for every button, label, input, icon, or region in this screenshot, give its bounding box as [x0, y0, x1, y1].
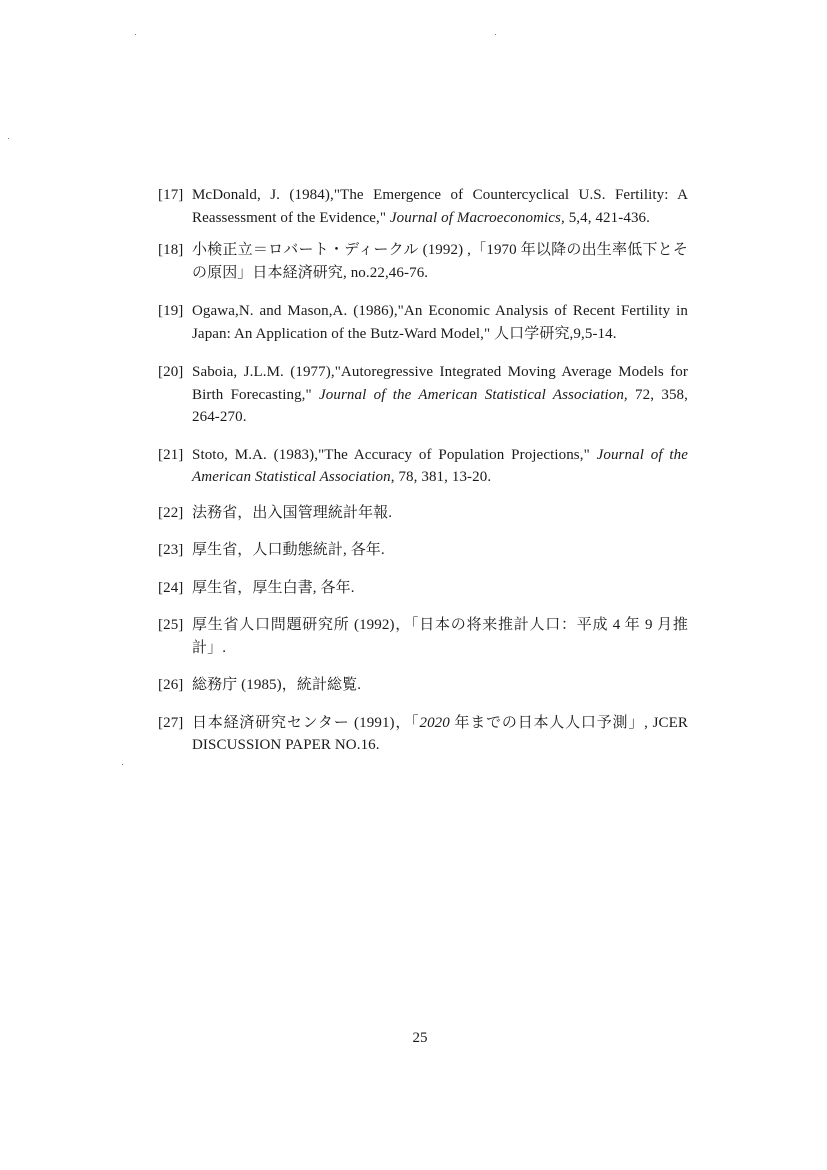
reference-segment: 年までの日本人人口予測」, JCER DISCUSSION PAPER NO.16. [192, 714, 688, 753]
reference-segment: 厚生省，人口動態統計, 各年. [192, 542, 385, 558]
reference-entry [158, 184, 688, 229]
reference-segment: McDonald, J. (1984),"The Emergence of Countercyclical U.S. Fertility: A Reassessment of the Evidence," [192, 187, 688, 226]
reference-segment: 法務省，出入国管理統計年報. [192, 504, 393, 521]
reference-number: [23] [158, 542, 184, 558]
reference-segment: 日本経済研究センター (1991)，「 [192, 714, 420, 731]
reference-text [192, 505, 392, 521]
reference-entry [158, 300, 688, 345]
journal-title: Journal of the American Statistical Association, [319, 386, 628, 403]
scan-speck [495, 34, 496, 35]
reference-segment: Ogawa,N. and Mason,A. (1986),"An Economic Analysis of Recent Fertility in Japan: An Application of the Butz-Ward Model," 人口学研究,9,5-14. [192, 303, 688, 342]
reference-number: [18] [158, 242, 184, 258]
reference-entry [158, 712, 688, 757]
reference-number: [19] [158, 303, 184, 319]
reference-entry [158, 674, 688, 697]
reference-segment: 72, 358, 264-270. [192, 386, 688, 425]
reference-entry [158, 539, 688, 562]
reference-text [192, 542, 385, 558]
reference-number: [25] [158, 617, 184, 633]
reference-text [192, 303, 688, 342]
reference-number: [24] [158, 579, 184, 596]
reference-number: [20] [158, 364, 184, 380]
page-number: 25 [412, 1030, 428, 1046]
reference-number: [22] [158, 504, 184, 521]
reference-entry [158, 502, 688, 525]
reference-text [192, 242, 688, 281]
journal-title: Journal of Macroeconomics, [389, 209, 565, 226]
reference-text [192, 447, 688, 486]
reference-entry [158, 577, 688, 600]
reference-text [192, 364, 688, 425]
reference-entry [158, 614, 688, 659]
reference-number: [17] [158, 187, 184, 203]
year-italic: 2020 [419, 714, 450, 731]
reference-segment: 厚生省人口問題研究所 (1992)，「日本の将来推計人口：平成 4 年 9 月推計」. [192, 617, 688, 656]
reference-segment: 5,4, 421-436. [564, 209, 651, 226]
reference-list [158, 184, 688, 757]
reference-entry [158, 361, 688, 429]
reference-segment: 厚生省，厚生白書, 各年. [192, 579, 355, 596]
reference-text [192, 715, 688, 754]
reference-segment: 78, 381, 13-20. [394, 469, 492, 485]
scan-speck [122, 764, 123, 765]
reference-entry [158, 444, 688, 489]
reference-text [192, 677, 361, 693]
reference-text [192, 580, 355, 596]
reference-number: [21] [158, 446, 184, 463]
reference-number: [26] [158, 677, 184, 693]
reference-segment: 総務庁 (1985)，統計総覧. [192, 677, 362, 693]
reference-text [192, 187, 688, 226]
reference-text [192, 617, 688, 656]
reference-number: [27] [158, 714, 184, 731]
scan-speck [8, 138, 9, 139]
journal-title: Journal of the American Statistical Association, [192, 446, 688, 485]
scan-speck [135, 34, 136, 35]
reference-segment: Stoto, M.A. (1983),"The Accuracy of Population Projections," [192, 446, 597, 463]
reference-segment: 小検正立＝ロバート・ディークル (1992) ,「1970 年以降の出生率低下とその原因」日本経済研究, no.22,46-76. [192, 242, 688, 281]
reference-segment: Saboia, J.L.M. (1977),"Autoregressive Integrated Moving Average Models for Birth Forecasting," [192, 364, 688, 403]
reference-entry [158, 239, 688, 284]
